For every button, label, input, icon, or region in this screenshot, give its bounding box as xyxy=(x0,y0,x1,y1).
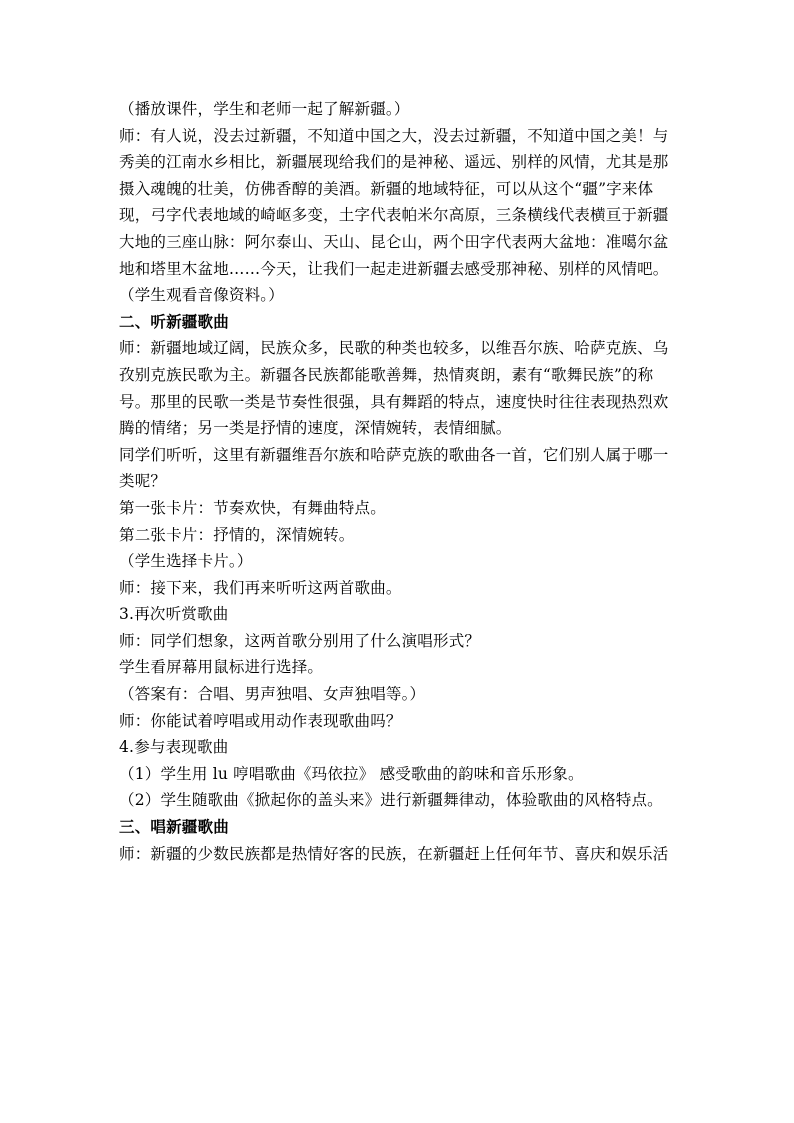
subheading-participate: 4.参与表现歌曲 xyxy=(119,738,229,757)
paragraph-line: 师：有人说，没去过新疆，不知道中国之大，没去过新疆，不知道中国之美！与 xyxy=(119,126,669,145)
list-item-two: （2）学生随歌曲《掀起你的盖头来》进行新疆舞律动，体验歌曲的风格特点。 xyxy=(119,791,663,810)
paragraph-line: 类呢？ xyxy=(119,472,167,491)
paragraph-line: 师：新疆地域辽阔，民族众多，民歌的种类也较多，以维吾尔族、哈萨克族、乌 xyxy=(119,339,669,358)
section-heading-listen: 二、听新疆歌曲 xyxy=(119,311,229,331)
paragraph-line: 师：同学们想象，这两首歌分别用了什么演唱形式？ xyxy=(119,631,481,650)
paragraph-line: 地和塔里木盆地……今天，让我们一起走进新疆去感受那神秘、别样的风情吧。 xyxy=(119,259,669,278)
paragraph-line: 师：接下来，我们再来听听这两首歌曲。 xyxy=(119,578,402,597)
paragraph-line: 同学们听听，这里有新疆维吾尔族和哈萨克族的歌曲各一首，它们别人属于哪一 xyxy=(119,445,669,464)
paragraph-line: 大地的三座山脉：阿尔泰山、天山、昆仑山，两个田字代表两大盆地：准噶尔盆 xyxy=(119,232,669,251)
card-two-text: 第二张卡片：抒情的，深情婉转。 xyxy=(119,525,355,544)
paragraph-line: 腾的情绪；另一类是抒情的速度，深情婉转，表情细腻。 xyxy=(119,419,512,438)
paragraph-line: 孜别克族民歌为主。新疆各民族都能歌善舞，热情爽朗，素有“歌舞民族”的称 xyxy=(119,365,654,384)
paragraph-note-answers: （答案有：合唱、男声独唱、女声独唱等。） xyxy=(119,685,426,704)
paragraph-note-cards: （学生选择卡片。） xyxy=(119,552,253,571)
paragraph-note-video: （学生观看音像资料。） xyxy=(119,286,284,305)
section-heading-sing: 三、唱新疆歌曲 xyxy=(119,817,229,837)
subheading-relisten: 3.再次听赏歌曲 xyxy=(119,605,229,624)
document-body xyxy=(119,96,679,867)
list-item-one: （1）学生用 lu 哼唱歌曲《玛依拉》 感受歌曲的韵味和音乐形象。 xyxy=(119,764,584,783)
paragraph-line: 现，弓字代表地域的崎岖多变，土字代表帕米尔高原，三条横线代表横亘于新疆 xyxy=(119,206,669,225)
paragraph-line: 摄入魂魄的壮美，仿佛香醇的美酒。新疆的地域特征，可以从这个“疆”字来体 xyxy=(119,179,654,198)
paragraph-line: 号。那里的民歌一类是节奏性很强，具有舞蹈的特点，速度快时往往表现热烈欢 xyxy=(119,392,669,411)
paragraph-line: 师：你能试着哼唱或用动作表现歌曲吗？ xyxy=(119,711,402,730)
paragraph-line: 师：新疆的少数民族都是热情好客的民族，在新疆赶上任何年节、喜庆和娱乐活 xyxy=(119,844,669,863)
card-one-text: 第一张卡片：节奏欢快，有舞曲特点。 xyxy=(119,498,386,517)
paragraph-line: 学生看屏幕用鼠标进行选择。 xyxy=(119,658,324,677)
paragraph-note-courseware: （播放课件，学生和老师一起了解新疆。） xyxy=(119,100,410,118)
paragraph-line: 秀美的江南水乡相比，新疆展现给我们的是神秘、遥远、别样的风情，尤其是那 xyxy=(119,153,669,172)
